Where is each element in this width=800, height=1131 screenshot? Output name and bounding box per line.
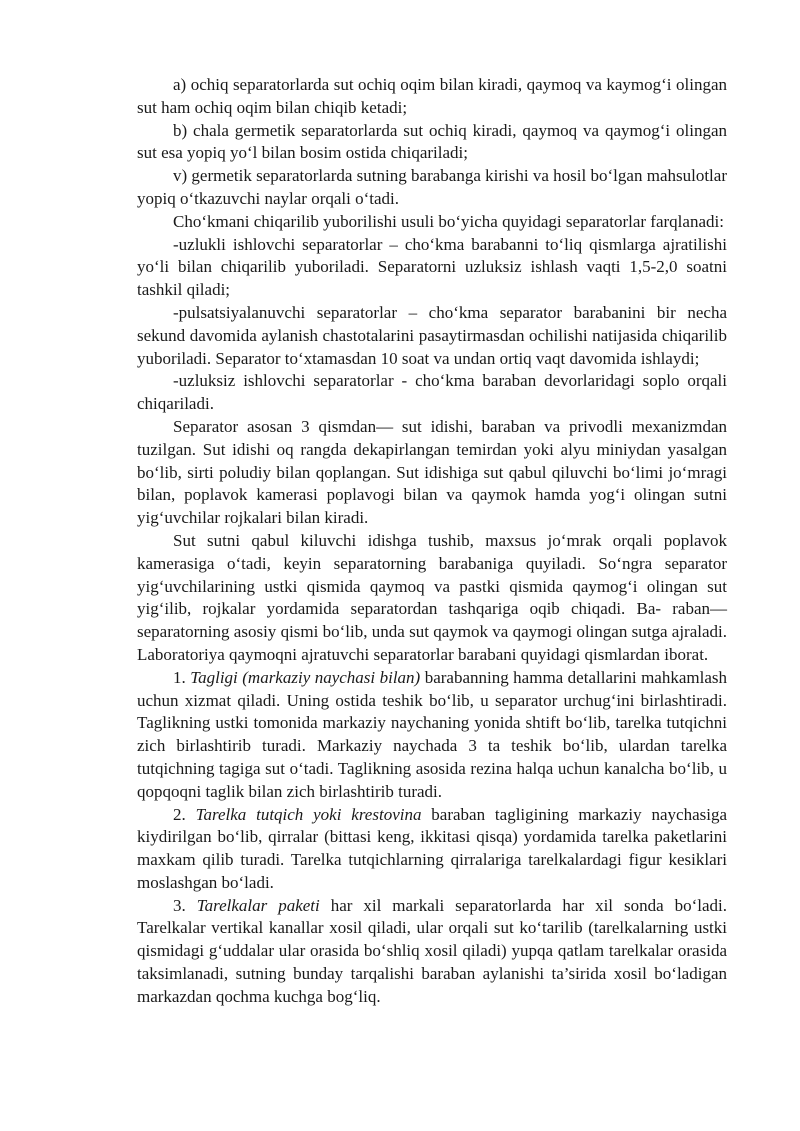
paragraph-continuous: -uzluksiz ishlovchi separatorlar - cho‘kma baraban devorlaridagi soplo orqali chiqariladi.	[137, 371, 727, 414]
list-text: har xil markali separatorlarda har xil sonda bo‘ladi. Tarelkalar vertikal kanallar xosil qiladi, ular orqali sut ko‘tarilib (tarelkalarning ustki qismidagi g‘uddalar ular orasida bo‘shliq xosil qiladi) yupqa qatlam tarelkalar orasida taksimlanadi, sutning bunday tarqalishi baraban aylanishi ta’sirida xosil bo‘ladigan markazdan qochma kuchga bog‘liq.	[137, 895, 727, 1006]
paragraph-a: a) ochiq separatorlarda sut ochiq oqim bilan kiradi, qaymoq va kaymog‘i olingan sut ham ochiq oqim bilan chiqib ketadi;	[137, 75, 727, 117]
paragraph-pulsating: -pulsatsiyalanuvchi separatorlar – cho‘kma separator barabanini bir necha sekund davomida aylanish chastotalarini pasaytirmasdan ochilishi natijasida chiqarilib yuboriladi. Separator to‘xtamasdan 10 soat va undan ortiq vaqt davomida ishlaydi;	[137, 302, 727, 368]
list-number: 1.	[173, 667, 186, 687]
list-item-1	[137, 667, 727, 804]
list-term: Tarelkalar paketi	[196, 895, 320, 915]
list-number: 2.	[173, 804, 186, 824]
paragraph-v: v) germetik separatorlarda sutning barabanga kirishi va hosil bo‘lgan mahsulotlar yopiq o‘tkazuvchi naylar orqali o‘tadi.	[137, 166, 727, 208]
list-text: baraban tagligining markaziy naychasiga kiydirilgan bo‘lib, qirralar (bittasi keng, ikkitasi qisqa) yordamida tarelka paketlarini maxkam qilib turadi. Tarelka tutqichlarning qirralariga tarelkalardagi figur kesiklari moslashgan bo‘ladi.	[137, 804, 727, 892]
list-item-2	[137, 804, 727, 895]
list-number: 3.	[173, 895, 186, 915]
document-page	[137, 74, 727, 1009]
list-item-3	[137, 895, 727, 1009]
paragraph-sediment-intro: Cho‘kmani chiqarilib yuborilishi usuli bo‘yicha quyidagi separatorlar farqlanadi:	[173, 211, 724, 231]
paragraph-milk-flow: Sut sutni qabul kiluvchi idishga tushib, maxsus jo‘mrak orqali poplavok kamerasiga o‘tadi, keyin separatorning barabaniga quyiladi. So‘ngra separator yig‘uvchilarining ustki qismida qaymoq va pastki qismida qaymog‘i olingan sut yig‘ilib, rojkalar yordamida separatordan tashqariga oqib chiqadi. Ba- raban—separatorning asosiy qismi bo‘lib, unda sut qaymok va qaymogi olingan sutga ajraladi. Laboratoriya qaymoqni ajratuvchi separatorlar barabani quyidagi qismlardan iborat.	[137, 530, 727, 664]
list-text: barabanning hamma detallarini mahkamlash uchun xizmat qiladi. Uning ostida teshik bo‘lib, u separator urchug‘ini birlashtiradi. Taglikning ustki tomonida markaziy naychaning yonida shtift bo‘lib, tarelka tutqichni zich birlashtirib turadi. Markaziy naychada 3 ta teshik bo‘lib, ulardan tarelka tutqichning tagiga sut o‘tadi. Taglikning asosida rezina halqa uchun kanalcha bo‘lib, u qopqoqni taglik bilan zich birlashtirib turadi.	[137, 667, 727, 801]
paragraph-separator-parts: Separator asosan 3 qismdan— sut idishi, baraban va privodli mexanizmdan tuzilgan. Sut idishi oq rangda dekapirlangan temirdan yoki alyu miniydan yasalgan bo‘lib, sirti poludiy bilan qoplangan. Sut idishiga sut qabul qiluvchi bo‘limi jo‘mragi bilan, poplavok kamerasi poplavogi bilan va qaymok hamda yog‘i olingan sutni yig‘uvchilar rojkalari bilan kiradi.	[137, 416, 727, 528]
list-term: Tagligi (markaziy naychasi bilan)	[190, 667, 421, 687]
list-term: Tarelka tutqich yoki krestovina	[195, 804, 422, 824]
paragraph-b: b) chala germetik separatorlarda sut ochiq kiradi, qaymoq va qaymog‘i olingan sut esa yopiq yo‘l bilan bosim ostida chiqariladi;	[137, 120, 727, 163]
paragraph-intermittent: -uzlukli ishlovchi separatorlar – cho‘kma barabanni to‘liq qismlarga ajratilishi yo‘li bilan chiqarilib yuboriladi. Separatorni uzluksiz ishlash vaqti 1,5-2,0 soatni tashkil qiladi;	[137, 234, 727, 300]
